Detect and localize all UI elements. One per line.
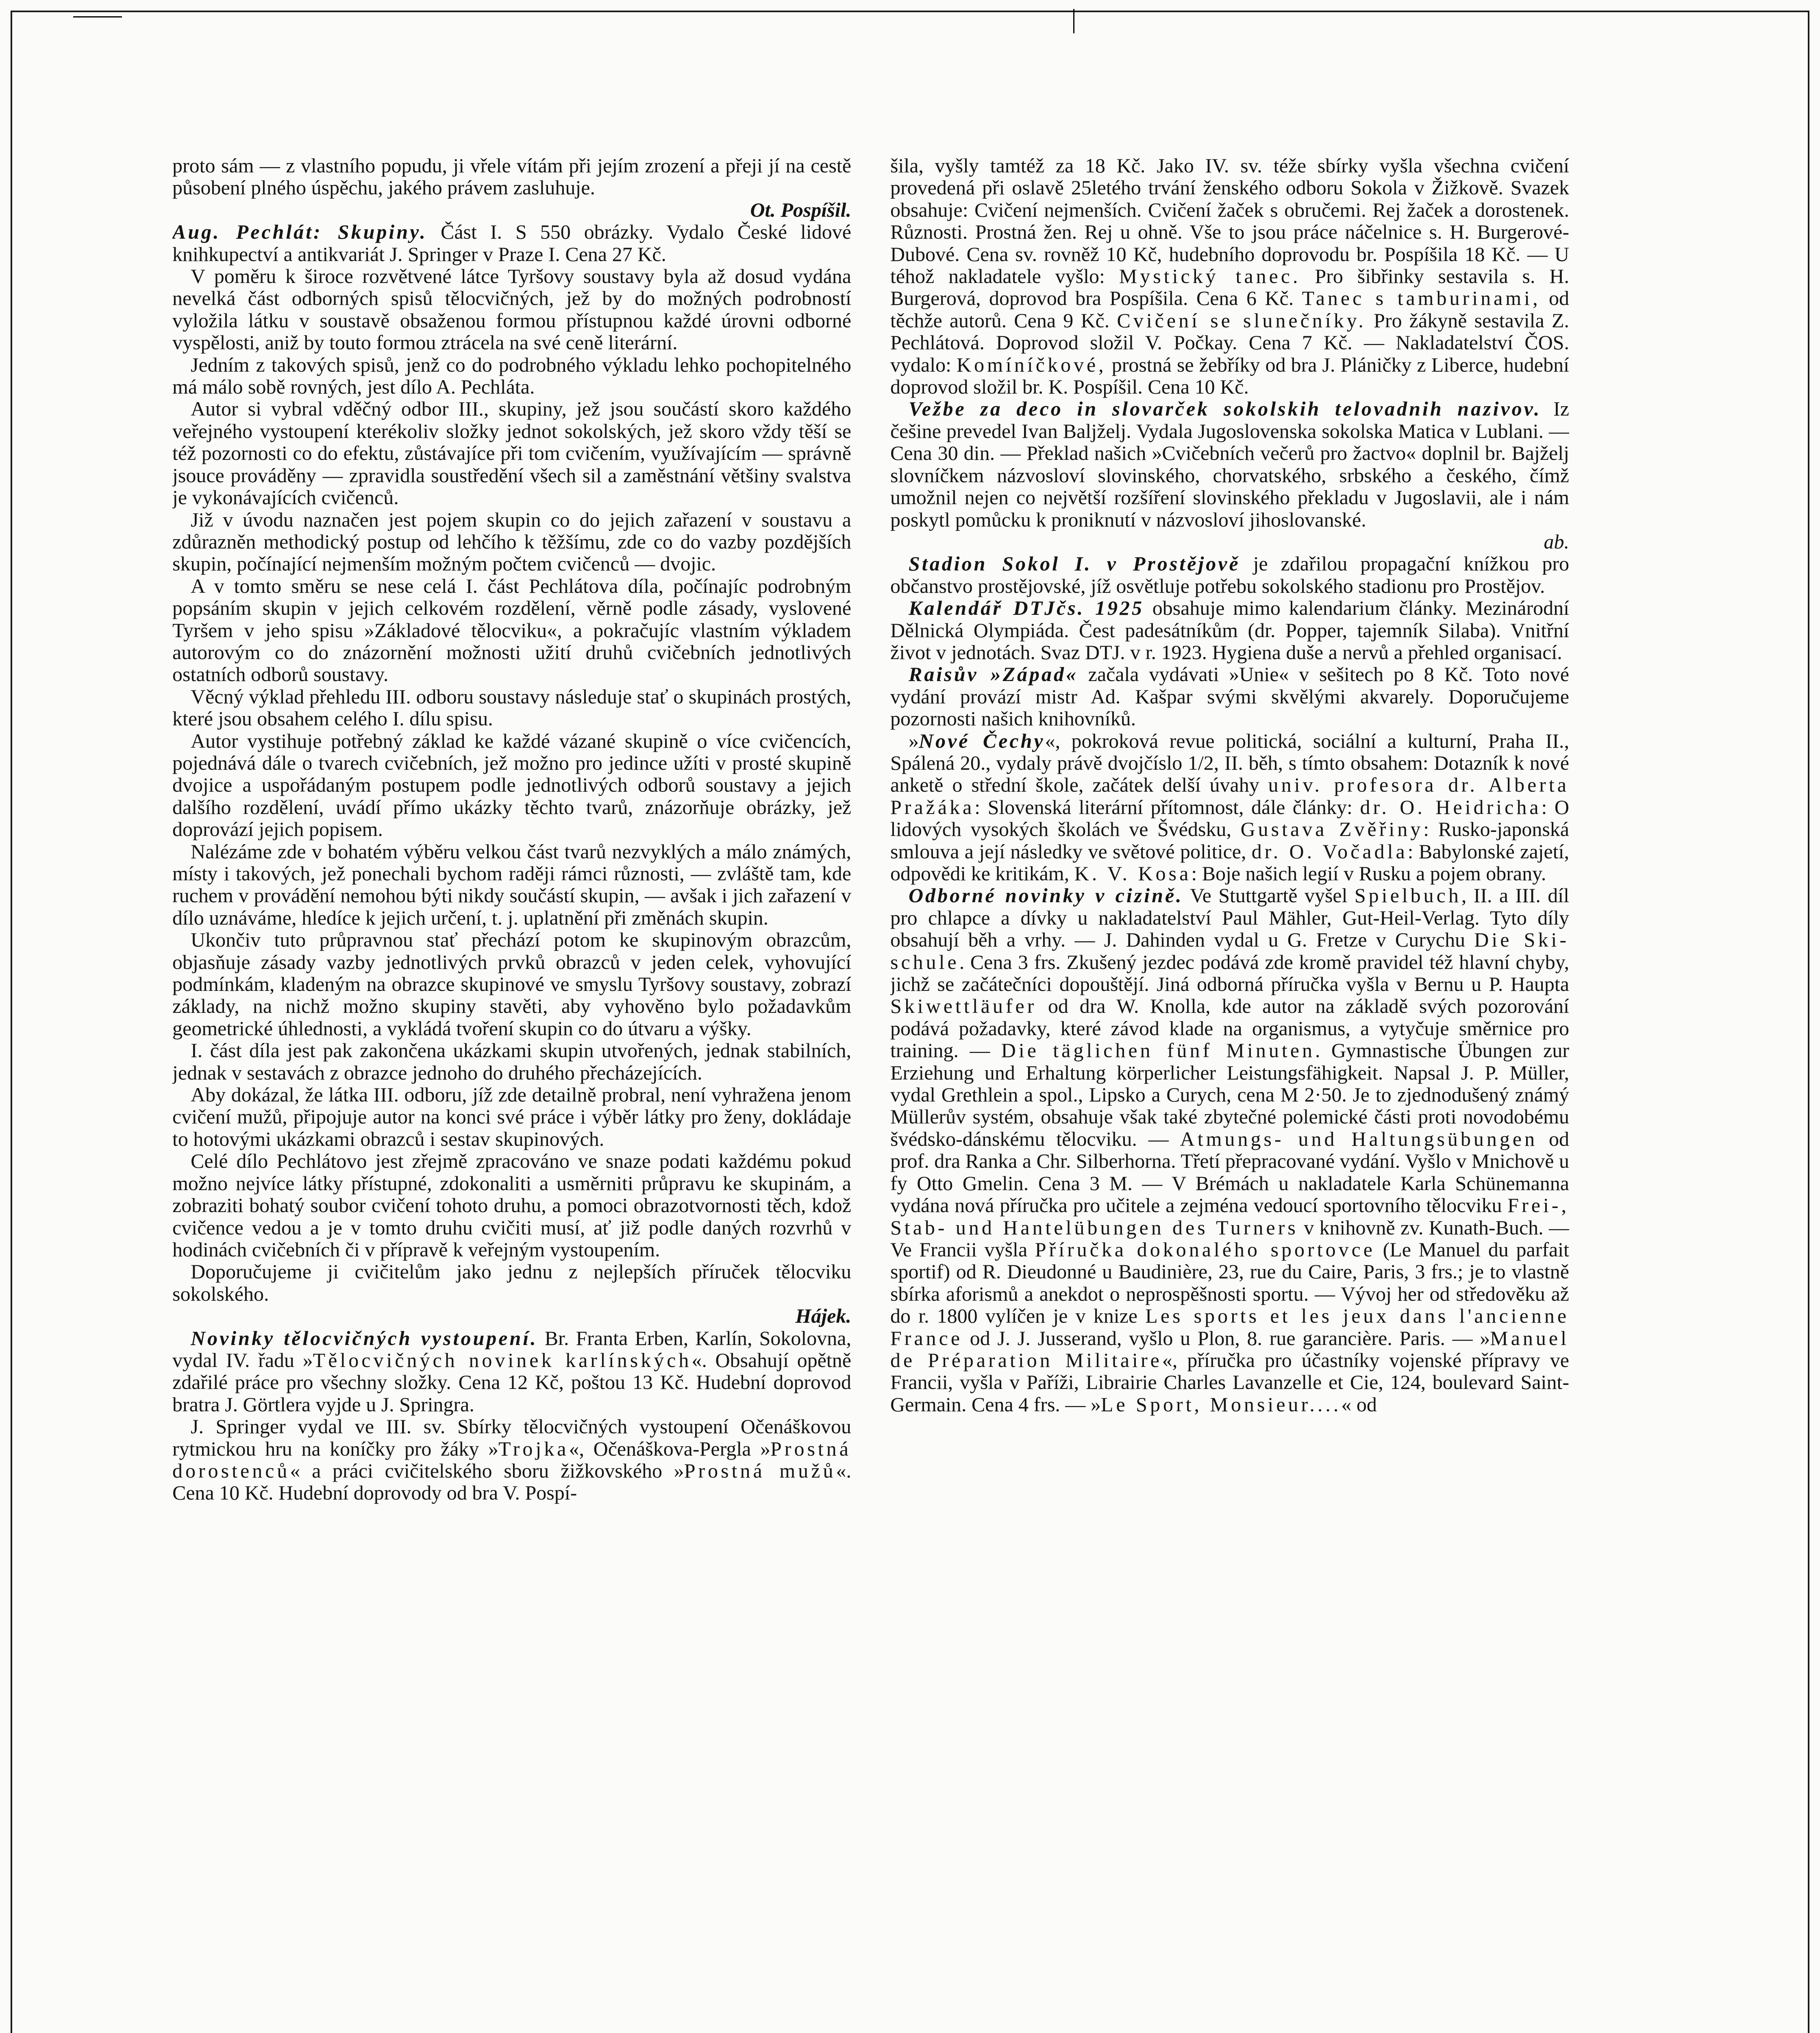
review-title: Stadion Sokol I. v Prostějově: [909, 552, 1240, 575]
text-run: . Gymnastische Übungen zur Erziehung und Erhaltung körperlicher Leistungsfähigkeit. Napsal J. P. Müller, vydal Grethlein a spol., Lipsko a Curych, cena M 2·50. Je to zjednodušený známý Müllerův systém, obsahuje však také zbytečné polemické části proti novodobému švédsko-dánskému tělocviku. —: [890, 1039, 1569, 1150]
text-run: «, Očenáškova-Pergla »: [569, 1437, 770, 1460]
paragraph: [172, 221, 851, 265]
paragraph: [890, 663, 1569, 729]
scan-speck: [73, 16, 122, 17]
text-run: Prostná mužů: [684, 1459, 836, 1482]
text-run: Prostná dorostenců: [172, 1437, 851, 1482]
signature: Ot. Pospíšil.: [750, 198, 851, 221]
text-run: začala vydávati »Unie« v sešitech po 8 Kč. Toto nové vydání provází mistr Ad. Kašpar svými skvělými akvarely. Doporučujeme pozornosti našich knihovníků.: [890, 663, 1569, 730]
text-run: v knihovně zv. Kunath-Buch. — Ve Francii vyšla: [890, 1216, 1569, 1261]
text-run: univ. profesora dr. Alberta Pražáka: [890, 773, 1569, 818]
paragraph: [890, 730, 1569, 885]
text-run: Doporučujeme ji cvičitelům jako jednu z nejlepších příruček tělocviku sokolského.: [172, 1260, 851, 1305]
text-run: K. V. Kosa: [1074, 862, 1192, 885]
text-run: A v tomto směru se nese celá I. část Pechlátova díla, počínajíc podrobným popsáním skupin v jejich celkovém rozdělení, věrně podle zásady, vyslovené Tyršem v jeho spisu »Základové tělocviku«, a pokračujíc vlastním výkladem autorovým co do znázornění možnosti užití druhů cvičebních jednotlivých ostatních odborů soustavy.: [172, 574, 851, 686]
paragraph: [890, 155, 1569, 398]
review-title: Odborné novinky v cizině.: [909, 884, 1183, 907]
text-run: : O lidových vysokých školách ve Švédsku,: [890, 795, 1569, 841]
text-run: Nalézáme zde v bohatém výběru velkou část tvarů nezvyklých a málo známých, místy i takových, jež ponechali bychom raději rámci různosti, — zvláště tam, kde ruchem v provádění nemohou býti nikdy součástí skupin, — avšak i jich zařazení v dílo uznáváme, hledíce k jejich určení, t. j. uplatnění při změnách skupin.: [172, 840, 851, 929]
paragraph: [172, 1039, 851, 1084]
text-run: Die Ski-schule: [890, 928, 1569, 973]
text-run: Spielbuch: [1354, 884, 1461, 907]
paragraph: [172, 398, 851, 508]
text-run: «, pokroková revue politická, sociální a kulturní, Praha II., Spálená 20., vydaly právě dvojčíslo 1/2, II. běh, s tímto obsahem: Dotazník k nové anketě o střední škole, začátek delší úvahy: [890, 729, 1569, 797]
text-run: od dra W. Knolla, kde autor na základě svých pozorování podává požadavky, které závod klade na organismus, a vytyčuje směrnice pro training. —: [890, 995, 1569, 1062]
text-run: obsahuje mimo kalendarium články. Mezinárodní Dělnická Olympiáda. Čest padesátníkům (dr. Popper, tajemník Silaba). Vnitřní život v jednotách. Svaz DTJ. v r. 1923. Hygiena duše a nervů a přehled organisací.: [890, 596, 1569, 664]
text-run: «, příručka pro účastníky vojenské přípravy ve Francii, vyšla v Paříži, Librairie Charles Lavanzelle et Cie, 124, boulevard Saint-Germain. Cena 4 frs. — »: [890, 1348, 1569, 1416]
paragraph: [172, 509, 851, 575]
text-run: prostná se žebříky od bra J. Pláničky z Liberce, hudební doprovod složil br. K. Pospíšil. Cena 10 Kč.: [890, 353, 1569, 398]
text-run: Frei-, Stab- und Hantelübungen des Turners: [890, 1194, 1569, 1239]
paragraph: [172, 575, 851, 686]
text-run: od těchže autorů. Cena 9 Kč.: [890, 287, 1569, 332]
signature: Hájek.: [795, 1304, 851, 1328]
paragraph: [172, 265, 851, 354]
text-run: Br. Franta Erben, Karlín, Sokolovna, vydal IV. řadu »: [172, 1326, 851, 1371]
review-title: Nové Čechy: [919, 729, 1045, 752]
text-run: »: [909, 729, 919, 752]
paragraph: [890, 398, 1569, 553]
text-run: : Boje našich legií v Rusku a pojem obrany.: [1191, 862, 1546, 885]
text-run: V poměru k široce rozvětvené látce Tyršovy soustavy byla až dosud vydána nevelká část odborných spisů tělocvičných, jež by do možných podrobností vyložila látku v soustavě obsaženou formou přístupnou každé úrovni odborné vyspělosti, aniž by touto formou ztrácela na své ceně literární.: [172, 265, 851, 354]
paragraph: [172, 354, 851, 398]
text-run: , II. a III. díl pro chlapce a dívky u nakladatelství Paul Mähler, Gut-Heil-Verlag. Tyto díly obsahují běh a vrhy. — J. Dahinden vydal u G. Fretze v Curychu: [890, 884, 1569, 951]
text-run: Část I. S 550 obrázky. Vydalo České lidové knihkupectví a antikvariát J. Springer v Praze I. Cena 27 Kč.: [172, 220, 851, 266]
text-run: Skiwettläufer: [890, 995, 1037, 1018]
text-run: je zdařilou propagační knížkou pro občanstvo prostějovské, jíž osvětluje potřebu sokolského stadionu pro Prostějov.: [890, 552, 1569, 597]
text-run: Die täglichen fünf Minuten: [1001, 1039, 1315, 1062]
text-run: : Slovenská literární přítomnost, dále články:: [974, 795, 1360, 818]
text-run: Věcný výklad přehledu III. odboru soustavy následuje stať o skupinách prostých, které jsou obsahem celého I. dílu spisu.: [172, 685, 851, 730]
text-run: Trojka: [498, 1437, 569, 1460]
text-run: Pro žákyně sestavila Z. Pechlátová. Doprovod složil V. Počkay. Cena 7 Kč. — Nakladatelství ČOS. vydalo:: [890, 309, 1569, 376]
text-run: Cvičení se slunečníky.: [1117, 309, 1366, 332]
paragraph: [172, 686, 851, 730]
text-run: Ve Stuttgartě vyšel: [1183, 884, 1355, 907]
paragraph: [172, 1150, 851, 1260]
text-run: Tělocvičných novinek karlínských: [313, 1348, 692, 1371]
scan-speck: [1073, 9, 1074, 33]
paragraph: [172, 1327, 851, 1416]
text-run: « od: [1341, 1393, 1377, 1416]
text-run: Pro šibřinky sestavila s. H. Burgerová, doprovod bra Pospíšila. Cena 6 Kč.: [890, 265, 1569, 310]
paragraph: [890, 597, 1569, 663]
text-run: Komíníčkové,: [957, 353, 1107, 376]
text-run: «. Cena 10 Kč. Hudební doprovody od bra V. Pospí-: [172, 1459, 851, 1504]
review-title: Raisův »Západ«: [909, 663, 1078, 686]
paragraph: [172, 1415, 851, 1504]
text-run: od J. J. Jusserand, vyšlo u Plon, 8. rue garancière. Paris. — »: [963, 1326, 1490, 1350]
paragraph: [172, 1084, 851, 1150]
text-run: dr. O. Heidricha: [1360, 795, 1542, 818]
text-run: Tanec s tamburinami,: [1302, 287, 1541, 310]
text-run: J. Springer vydal ve III. sv. Sbírky tělocvičných vystoupení Očenáškovou rytmickou hru na koníčky pro žáky »: [172, 1415, 851, 1460]
text-run: Autor vystihuje potřebný základ ke každé vázané skupině o více cvičencích, pojednává dále o tvarech cvičebních, jež možno pro jedince užíti v prosté skupině dvojice a uspořádaným postupem podle jednotlivých odborů soustavy a jejich dalšího rozdělení, uvádí přímo ukázky těchto tvarů, znázorňuje obrázky, jež doprovází jejich popisem.: [172, 729, 851, 841]
text-run: « a práci cvičitelského sboru žižkovského »: [290, 1459, 684, 1482]
right-column: [890, 155, 1569, 2033]
signature: ab.: [1544, 530, 1569, 553]
text-run: Mystický tanec.: [1119, 265, 1301, 288]
text-run: šila, vyšly tamtéž za 18 Kč. Jako IV. sv. téže sbírky vyšla všechna cvičení provedená při oslavě 25letého trvání ženského odboru Sokola v Žižkově. Svazek obsahuje: Cvičení nejmenších. Cvičení žaček s obručemi. Rej žaček a dorostenek. Různosti. Prostná žen. Rej u ohně. Vše to jsou práce náčelnice s. H. Burgerové-Dubové. Cena sv. rovněž 10 Kč, hudebního doprovodu br. Pospíšila 18 Kč. — U téhož nakladatele vyšlo:: [890, 155, 1569, 288]
text-run: Gustava Zvěřiny: [1240, 818, 1424, 841]
text-run: od prof. dra Ranka a Chr. Silberhorna. Třetí přepracované vydání. Vyšlo v Mnichově u fy Otto Gmelin. Cena 3 M. — V Brémách u nakladatele Karla Schünemanna vydána nová příručka pro učitele a zejména vedoucí sportovního tělocviku: [890, 1127, 1569, 1217]
text-run: Iz češine prevedel Ivan Baljželj. Vydala Jugoslovenska sokolska Matica v Lublani. — Cena 30 din. — Překlad našich »Cvičebních večerů pro žactvo« doplnil br. Bajželj slovníčkem názvosloví slovinského, chorvatského, srbského a českého, čímž umožnil nejen co největší rozšíření slovinského překladu v Jugoslavii, ale i nám poskytl pomůcku k proniknutí v názvosloví jihoslovanské.: [890, 397, 1569, 531]
text-run: Manuel de Préparation Militaire: [890, 1326, 1569, 1371]
text-run: dr. O. Vočadla: [1251, 840, 1408, 863]
paragraph: [172, 840, 851, 929]
left-column: [172, 155, 851, 2033]
text-run: proto sám — z vlastního popudu, ji vřele vítám při jejím zrození a přeji jí na cestě působení plného úspěchu, jakého právem zasluhuje.: [172, 155, 851, 199]
review-title: Vežbe za deco in slovarček sokolskih telovadnih nazivov.: [909, 397, 1542, 420]
paragraph: [172, 1260, 851, 1327]
text-run: Aby dokázal, že látka III. odboru, jíž zde detailně probral, není vyhražena jenom cvičení mužů, připojuje autor na konci své práce i výběr látky pro ženy, dokládaje to hotovými ukázkami obrazců i sestav skupinových.: [172, 1083, 851, 1150]
paragraph: [890, 553, 1569, 597]
text-run: Autor si vybral vděčný odbor III., skupiny, jež jsou součástí skoro každého veřejného vystoupení kterékoliv složky jednot sokolských, jež skoro vždy těší se též pozornosti co do efektu, zůstávajíce při tom cvičením, využívajícím — správně jsouce prováděny — zpravidla soustředění všech sil a zaměstnání většiny svalstva je vykonávajících cvičenců.: [172, 397, 851, 509]
review-title: Novinky tělocvičných vystoupení.: [191, 1326, 538, 1350]
text-run: : Rusko-japonská smlouva a její následky ve světové politice,: [890, 818, 1569, 863]
text-run: «. Obsahují opětně zdařilé práce pro všechny složky. Cena 12 Kč, poštou 13 Kč. Hudební doprovod bratra J. Görtlera vyjde u J. Springra.: [172, 1348, 851, 1416]
text-run: Celé dílo Pechlátovo jest zřejmě zpracováno ve snaze podati každému pokud možno nejvíce látky přístupné, zdokonaliti a usměrniti průpravu ke skupinám, a zobraziti bohatý soubor cvičení tohoto druhu, a pomoci obrazotvornosti těch, kdož cvičence vedou a je v tomto druhu cvičiti musí, ať již podle daných rozvrhů v hodinách cvičebních či v přípravě k veřejným vystoupením.: [172, 1149, 851, 1261]
text-run: Le Sport, Monsieur....: [1100, 1393, 1342, 1416]
text-run: Příručka dokonalého sportovce: [1035, 1238, 1375, 1261]
review-title: Aug. Pechlát: Skupiny.: [172, 220, 427, 244]
text-run: Les sports et les jeux dans l'ancienne France: [890, 1304, 1569, 1350]
text-run: (Le Manuel du parfait sportif) od R. Dieudonné u Baudinière, 23, rue du Caire, Paris, 3 frs.; je to vlastně sbírka aforismů a anekdot o neprospěšnosti sportu. — Vývoj her od středověku až do r. 1800 vylíčen je v knize: [890, 1238, 1569, 1328]
text-run: Ukončiv tuto průpravnou stať přechází potom ke skupinovým obrazcům, objasňuje zásady vazby jednotlivých prvků obrazců v jeden celek, vyhovující podmínkám, kladeným na obrazce skupinové ve smyslu Tyršovy soustavy, zobrazí základy, na nichž možno skupiny stavěti, aby vyhověno bylo požadavkům geometrické úhlednosti, a vykládá tvoření skupin co do útvaru a výšky.: [172, 928, 851, 1040]
text-run: Jedním z takových spisů, jenž co do podrobného výkladu lehko pochopitelného má málo sobě rovných, jest dílo A. Pechláta.: [172, 353, 851, 398]
text-run: Atmungs- und Haltungsübungen: [1180, 1127, 1538, 1150]
review-title: Kalendář DTJčs. 1925: [909, 596, 1144, 620]
paragraph: [172, 929, 851, 1039]
paragraph: [890, 884, 1569, 1415]
text-run: Již v úvodu naznačen jest pojem skupin co do jejich zařazení v soustavu a zdůrazněn methodický postup od lehčího k těžšímu, zde co do vazby pozdějších skupin, počínající nejmenším možným počtem cvičenců — dvojic.: [172, 508, 851, 575]
text-run: I. část díla jest pak zakončena ukázkami skupin utvořených, jednak stabilních, jednak v sestavách z obrazce jednoho do druhého přecházejících.: [172, 1039, 851, 1084]
text-run: . Cena 3 frs. Zkušený jezdec podává zde kromě pravidel též hlavní chyby, jichž se začátečníci dopouštějí. Jiná odborná příručka vyšla v Bernu u P. Haupta: [890, 950, 1569, 996]
paragraph: [172, 155, 851, 221]
paragraph: [172, 730, 851, 840]
text-run: : Babylonské zajetí, odpovědi ke kritikám,: [890, 840, 1569, 885]
